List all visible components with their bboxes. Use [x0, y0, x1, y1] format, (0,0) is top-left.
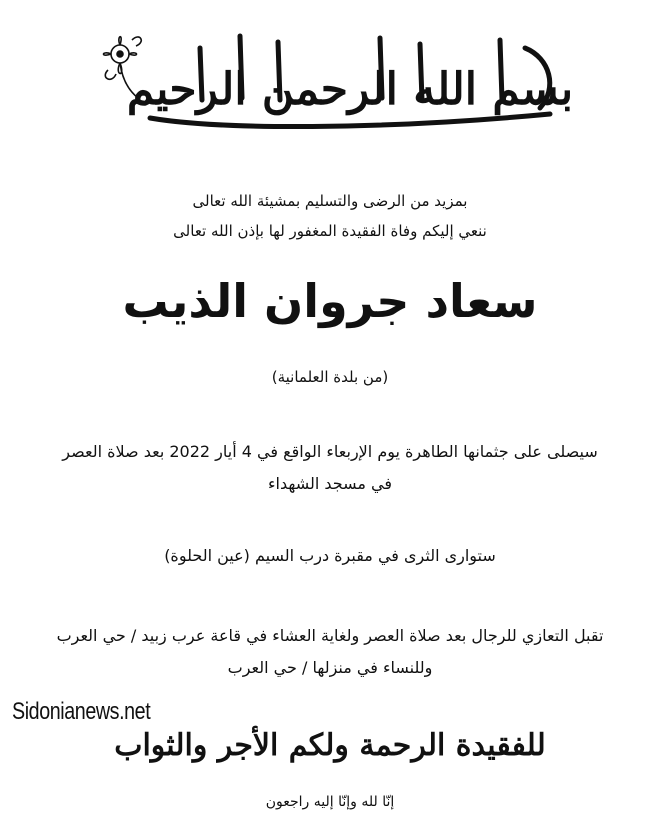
prayer-line-2: في مسجد الشهداء: [267, 474, 393, 493]
deceased-name: سعاد جروان الذيب: [122, 274, 538, 328]
burial-text: ستوارى الثرى في مقبرة درب السيم (عين الحلوة): [164, 546, 496, 565]
basmala-artwork: [80, 18, 580, 138]
condolences-line-1: تقبل التعازي للرجال بعد صلاة العصر ولغاية العشاء في قاعة عرب زبيد / حي العرب: [56, 626, 604, 645]
intro-line-1: بمزيد من الرضى والتسليم بمشيئة الله تعالى: [192, 192, 468, 210]
prayer-line-1: سيصلى على جثمانها الطاهرة يوم الإربعاء الواقع في 4 أيار 2022 بعد صلاة العصر: [62, 442, 598, 461]
condolences-line-2: وللنساء في منزلها / حي العرب: [227, 658, 433, 677]
final-verse: إنّا لله وإنّا إليه راجعون: [265, 794, 395, 810]
funeral-prayer-text: [20, 436, 640, 500]
origin-town: (من بلدة العلمانية): [271, 368, 389, 386]
closing-phrase: للفقيدة الرحمة ولكم الأجر والثواب: [114, 728, 546, 763]
basmala-text: بسم الله الرحمن الرحيم: [126, 64, 574, 115]
intro-text: [110, 186, 550, 246]
site-watermark: Sidonianews.net: [12, 698, 151, 725]
intro-line-2: ننعي إليكم وفاة الفقيدة المغفور لها بإذن الله تعالى: [173, 222, 487, 240]
basmala-calligraphy: [0, 18, 660, 138]
condolences-text: [15, 620, 645, 684]
